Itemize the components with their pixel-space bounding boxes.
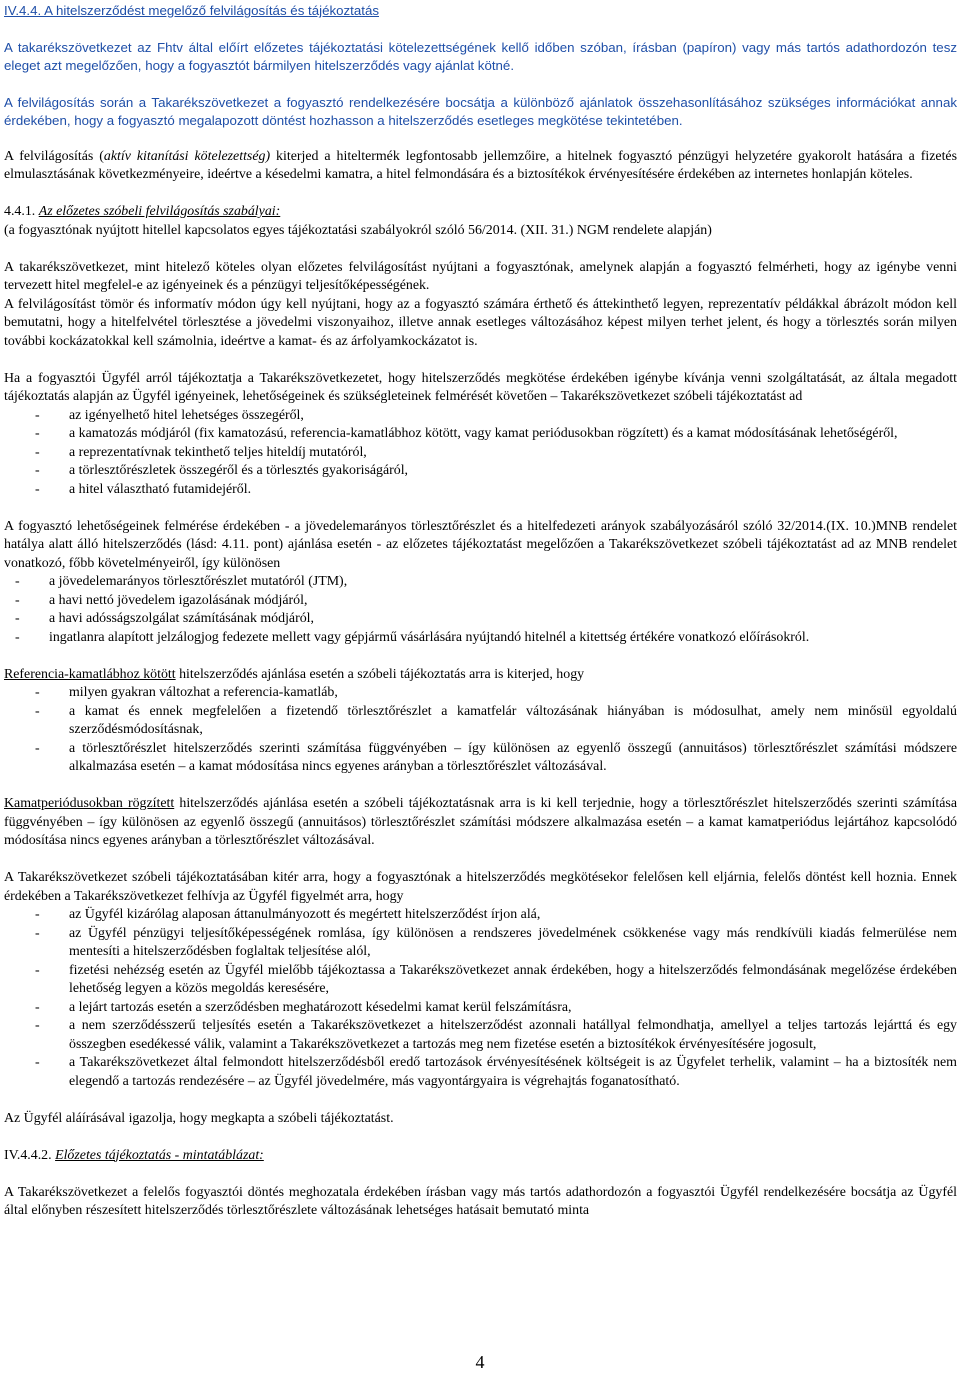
list-item: - ingatlanra alapított jelzálogjog fedezete mellett vagy gépjármű vásárlására nyújtandó hitelnél a kitettség értékére vonatkozó előírásokról. [4, 629, 957, 648]
list-item: - a törlesztőrészlet hitelszerződés szerinti számítása függvényében – így különösen az egyenlő összegű (annuitásos) törlesztőrészlet számítási módszere alkalmazása esetén – a kamat módosítása nincs egyenes arányban a törlesztőrészlet változásával. [4, 740, 957, 777]
referencia-list [4, 684, 957, 777]
mint-hitelezo-paragraph: A takarékszövetkezet, mint hitelező köteles olyan előzetes felvilágosítást nyújtani a fogyasztónak, amelynek alapján a fogyasztó felmérheti, hogy az igénybe venni tervezett hitel megfelel-e az igényeinek és a pénzügyi teljesítőképességének. [4, 259, 957, 293]
kiter-list [4, 906, 957, 1091]
list-item: - az Ügyfél pénzügyi teljesítőképességének romlása, így különösen a rendszeres jövedelmének csökkenése vagy más rendkívüli kiadás felmerülése nem mentesíti a hitelszerződésben foglaltak teljesítése alól, [4, 925, 957, 962]
page-number: 4 [475, 1352, 485, 1372]
list-item: - a kamatozás módjáról (fix kamatozású, referencia-kamatlábhoz kötött, vagy kamat periódusokban rögzített) és a kamat módosításának lehetőségéről, [4, 425, 957, 444]
list-item: - a Takarékszövetkezet által felmondott hitelszerződésből eredő tartozások érvényesítésének költségeit is az Ügyfelet terhelik, valamint – ha a biztosíték nem elegendő a tartozás rendezésére – az Ügyfél jövedelmére, más vagyontárgyaira is végrehajtás foganatosítható. [4, 1054, 957, 1091]
referencia-paragraph: Referencia-kamatlábhoz kötött hitelszerződés ajánlása esetén a szóbeli tájékoztatás arra is kiterjed, hogy [4, 666, 585, 682]
list-item: - a lejárt tartozás esetén a szerződésben meghatározott késedelmi kamat kerül felszámításra, [4, 999, 957, 1018]
aktiv-paragraph: A felvilágosítás (aktív kitanítási kötelezettség) kiterjed a hiteltermék legfontosabb jellemzőire, a hitelnek fogyasztó pénzügyi helyzetére gyakorolt hatására a fizetés elmulasztásának következményeire, ideértve a késedelmi kamatra, a hitel felmondására és a biztosítékok érvényesítésére érdekében az internetes honlapján köteles. [4, 148, 957, 182]
list-item: - a hitel választható futamidejéről. [4, 481, 957, 500]
list-item: - a jövedelemarányos törlesztőrészlet mutatóról (JTM), [4, 573, 957, 592]
kamatperiodus-paragraph: Kamatperiódusokban rögzített hitelszerződés ajánlása esetén a szóbeli tájékoztatásnak arra is ki kell terjednie, hogy a törlesztőrészlet hitelszerződés szerinti számítása függvényében – így különösen az egyenlő összegű (annuitásos) törlesztőrészlet számítási módszere alkalmazása esetén – a kamat kamatperiódus lejártához kapcsolódó módosítása nincs egyenes arányban a törlesztőrészlet változásával. [4, 796, 957, 848]
list-item: - a törlesztőrészletek összegéről és a törlesztés gyakoriságáról, [4, 462, 957, 481]
subsection-441-title: 4.4.1. Az előzetes szóbeli felvilágosítás szabályai: [4, 204, 281, 219]
list-item: - a havi nettó jövedelem igazolásának módjáról, [4, 592, 957, 611]
list-item: - a reprezentatívnak tekinthető teljes hiteldíj mutatóról, [4, 444, 957, 463]
fogyaszto-list [4, 573, 957, 647]
list-item: - a havi adósságszolgálat számításának módjáról, [4, 610, 957, 629]
list-item: - a kamat és ennek megfelelően a fizetendő törlesztőrészlet a kamatfelár változásának hiányában is módosulhat, amely nem minősül egyoldalú szerződésmódosításnak, [4, 703, 957, 740]
list-item: - milyen gyakran változhat a referencia-kamatláb, [4, 684, 957, 703]
alairas-paragraph: Az Ügyfél aláírásával igazolja, hogy megkapta a szóbeli tájékoztatást. [4, 1110, 394, 1126]
list-item: - az Ügyfél kizárólag alaposan áttanulmányozott és megértett hitelszerződést írjon alá, [4, 906, 957, 925]
fogyaszto-paragraph: A fogyasztó lehetőségeinek felmérése érdekében - a jövedelemarányos törlesztőrészlet és a hitelfedezeti arányok szabályozásáról szóló 32/2014.(IX. 10.)MNB rendelet hatálya alatt álló hitelszerződés (lásd: 4.11. pont) ajánlása esetén - az előzetes tájékoztatást megelőzően a Takarékszövetkezet szóbeli tájékoztatást ad az MNB rendelet vonatkozó, főbb követelményeiről, így különösen [4, 518, 957, 571]
list-item: - fizetési nehézség esetén az Ügyfél mielőbb tájékoztassa a Takarékszövetkezet annak érdekében, hogy a hitelszerződés felmondásának megelőzése érdekében lehetőség legyen a közös megoldás keresésére, [4, 962, 957, 999]
list-item: - az igényelhető hitel lehetséges összegéről, [4, 407, 957, 426]
ha-list [4, 407, 957, 500]
subsection-4442-title: IV.4.4.2. Előzetes tájékoztatás - mintatáblázat: [4, 1147, 264, 1163]
intro-paragraph-1: A takarékszövetkezet az Fhtv által előírt előzetes tájékoztatási kötelezettségének kellő időben szóban, írásban (papíron) vagy más tartós adathordozón tesz eleget azt megelőzően, hogy a fogyasztót bármilyen hitelszerződés vagy ajánlat kötné. [4, 39, 957, 73]
ha-paragraph: Ha a fogyasztói Ügyfél arról tájékoztatja a Takarékszövetkezetet, hogy hitelszerződés megkötése érdekében igénybe kívánja venni szolgáltatását, az általa megadott tájékoztatás alapján az Ügyfél igényeinek, lehetőségeinek és szükségleteinek felmérését követően – Takarékszövetkezet szóbeli tájékoztatást ad [4, 370, 957, 404]
subsection-441-subtitle: (a fogyasztónak nyújtott hitellel kapcsolatos egyes tájékoztatási szabályokról szóló 56/2014. (XII. 31.) NGM rendelete alapján) [4, 222, 712, 238]
intro-paragraph-2: A felvilágosítás során a Takarékszövetkezet a fogyasztó rendelkezésére bocsátja a különböző ajánlatok összehasonlításához szükséges információkat annak érdekében, hogy a fogyasztó megalapozott döntést hozhasson a hitelszerződés esetleges megkötése tekintetében. [4, 94, 957, 128]
list-item: - a nem szerződésszerű teljesítés esetén a Takarékszövetkezet a hitelszerződést azonnali hatállyal felmondhatja, amellyel a teljes tartozás lejárttá és egy összegben esedékessé válik, valamint a Takarékszövetkezet a tartozás meg nem fizetése esetén a biztosítékok érvényesítésére jogosult, [4, 1017, 957, 1054]
section-heading: IV.4.4. A hitelszerződést megelőző felvilágosítás és tájékoztatás [4, 3, 379, 18]
mintatablazat-paragraph: A Takarékszövetkezet a felelős fogyasztói döntés meghozatala érdekében írásban vagy más tartós adathordozón a fogyasztói Ügyfél rendelkezésére bocsátja az Ügyfél által előnyben részesített hitelszerződés törlesztőrészlete változásának lehetséges hatásait bemutató minta [4, 1184, 957, 1218]
tomor-paragraph: A felvilágosítást tömör és informatív módon úgy kell nyújtani, hogy az a fogyasztó számára érthető és áttekinthető legyen, reprezentatív példákkal ábrázolt módon kell bemutatni, hogy a hitelfelvétel törlesztése a jövedelmi viszonyaihoz, illetve annak esetleges változásához képest milyen terhet jelent, és hogy a törlesztés során milyen további kockázatokkal kell számolnia, ideértve a kamat- és az árfolyamkockázatot is. [4, 296, 957, 349]
kiter-paragraph: A Takarékszövetkezet szóbeli tájékoztatásában kitér arra, hogy a fogyasztónak a hitelszerződés megkötésekor felelősen kell eljárnia, felelős döntést kell hoznia. Ennek érdekében a Takarékszövetkezet felhívja az Ügyfél figyelmét arra, hogy [4, 870, 957, 904]
